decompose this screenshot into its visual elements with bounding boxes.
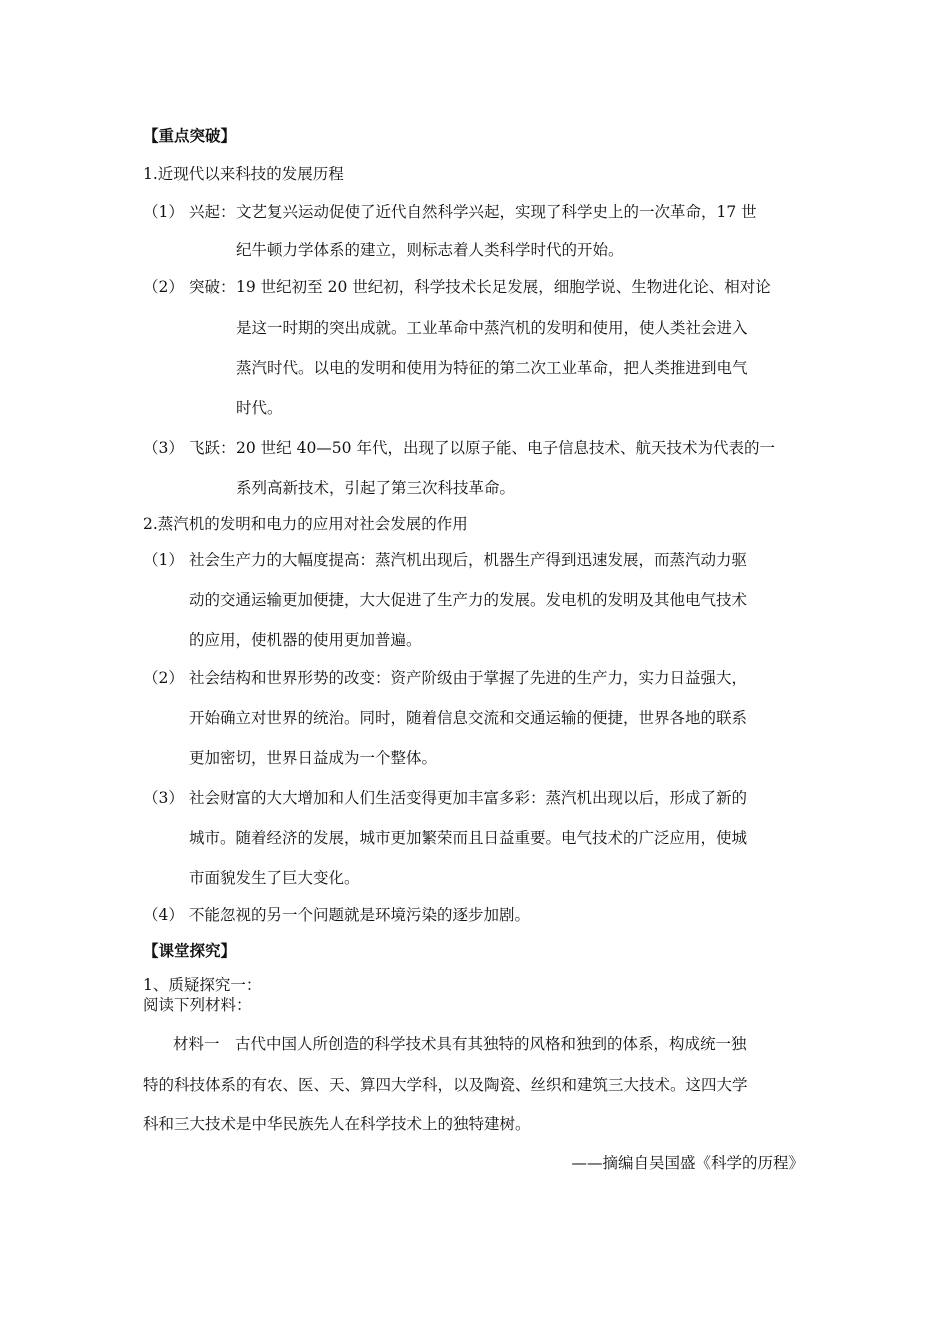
- material-source: ——摘编自吴国盛《科学的历程》: [571, 1154, 804, 1172]
- t2-item-1-line-1: 社会生产力的大幅度提高：蒸汽机出现后，机器生产得到迅速发展，而蒸汽动力驱: [189, 551, 748, 569]
- t2-item-2-line-2: 开始确立对世界的统治。同时，随着信息交流和交通运输的便捷，世界各地的联系: [189, 709, 748, 727]
- t2-item-4-num: （4）: [143, 906, 184, 924]
- t1-item-3-line-2: 系列高新技术，引起了第三次科技革命。: [236, 479, 516, 497]
- heading-classroom-exploration: 【课堂探究】: [143, 941, 237, 960]
- t2-item-3-line-1: 社会财富的大大增加和人们生活变得更加丰富多彩：蒸汽机出现以后，形成了新的: [189, 789, 748, 807]
- material-1-line-2: 特的科技体系的有农、医、天、算四大学科，以及陶瓷、丝织和建筑三大技术。这四大学: [143, 1076, 748, 1094]
- t2-item-2-line-3: 更加密切，世界日益成为一个整体。: [189, 749, 438, 767]
- t1-item-3-label: 飞跃：: [189, 439, 236, 457]
- t1-item-2-line-4: 时代。: [236, 399, 283, 417]
- t2-item-2-line-1: 社会结构和世界形势的改变：资产阶级由于掌握了先进的生产力，实力日益强大，: [189, 669, 748, 687]
- t1-item-2-label: 突破：: [189, 278, 236, 296]
- t2-item-3-num: （3）: [143, 789, 184, 807]
- t1-item-1-num: （1）: [143, 203, 184, 221]
- heading-key-points: 【重点突破】: [143, 126, 237, 145]
- t1-item-2-line-1: 19 世纪初至 20 世纪初，科学技术长足发展，细胞学说、生物进化论、相对论: [236, 278, 771, 296]
- t1-item-2-num: （2）: [143, 278, 184, 296]
- topic-1-title: 1.近现代以来科技的发展历程: [143, 165, 344, 183]
- t2-item-4-line-1: 不能忽视的另一个问题就是环境污染的逐步加剧。: [189, 906, 531, 924]
- read-instruction: 阅读下列材料：: [143, 996, 252, 1014]
- t1-item-1-label: 兴起：: [189, 203, 236, 221]
- t1-item-1-line-1: 文艺复兴运动促使了近代自然科学兴起，实现了科学史上的一次革命，17 世: [236, 203, 757, 221]
- material-1-line-1: 材料一 古代中国人所创造的科学技术具有其独特的风格和独到的体系，构成统一独: [173, 1035, 747, 1053]
- t2-item-1-line-3: 的应用，使机器的使用更加普遍。: [189, 631, 422, 649]
- topic-2-title: 2.蒸汽机的发明和电力的应用对社会发展的作用: [143, 515, 468, 533]
- t2-item-3-line-3: 市面貌发生了巨大变化。: [189, 869, 360, 887]
- t1-item-3-line-1: 20 世纪 40—50 年代，出现了以原子能、电子信息技术、航天技术为代表的一: [236, 439, 775, 457]
- material-1-line-3: 科和三大技术是中华民族先人在科学技术上的独特建树。: [143, 1115, 531, 1133]
- t1-item-3-num: （3）: [143, 439, 184, 457]
- question-1: 1、质疑探究一：: [143, 976, 262, 994]
- t1-item-1-line-2: 纪牛顿力学体系的建立，则标志着人类科学时代的开始。: [236, 241, 624, 259]
- t1-item-2-line-3: 蒸汽时代。以电的发明和使用为特征的第二次工业革命，把人类推进到电气: [236, 359, 748, 377]
- t2-item-2-num: （2）: [143, 669, 184, 687]
- t1-item-2-line-2: 是这一时期的突出成就。工业革命中蒸汽机的发明和使用，使人类社会进入: [236, 319, 748, 337]
- t2-item-1-line-2: 动的交通运输更加便捷，大大促进了生产力的发展。发电机的发明及其他电气技术: [189, 591, 748, 609]
- t2-item-3-line-2: 城市。随着经济的发展，城市更加繁荣而且日益重要。电气技术的广泛应用，使城: [189, 829, 748, 847]
- t2-item-1-num: （1）: [143, 551, 184, 569]
